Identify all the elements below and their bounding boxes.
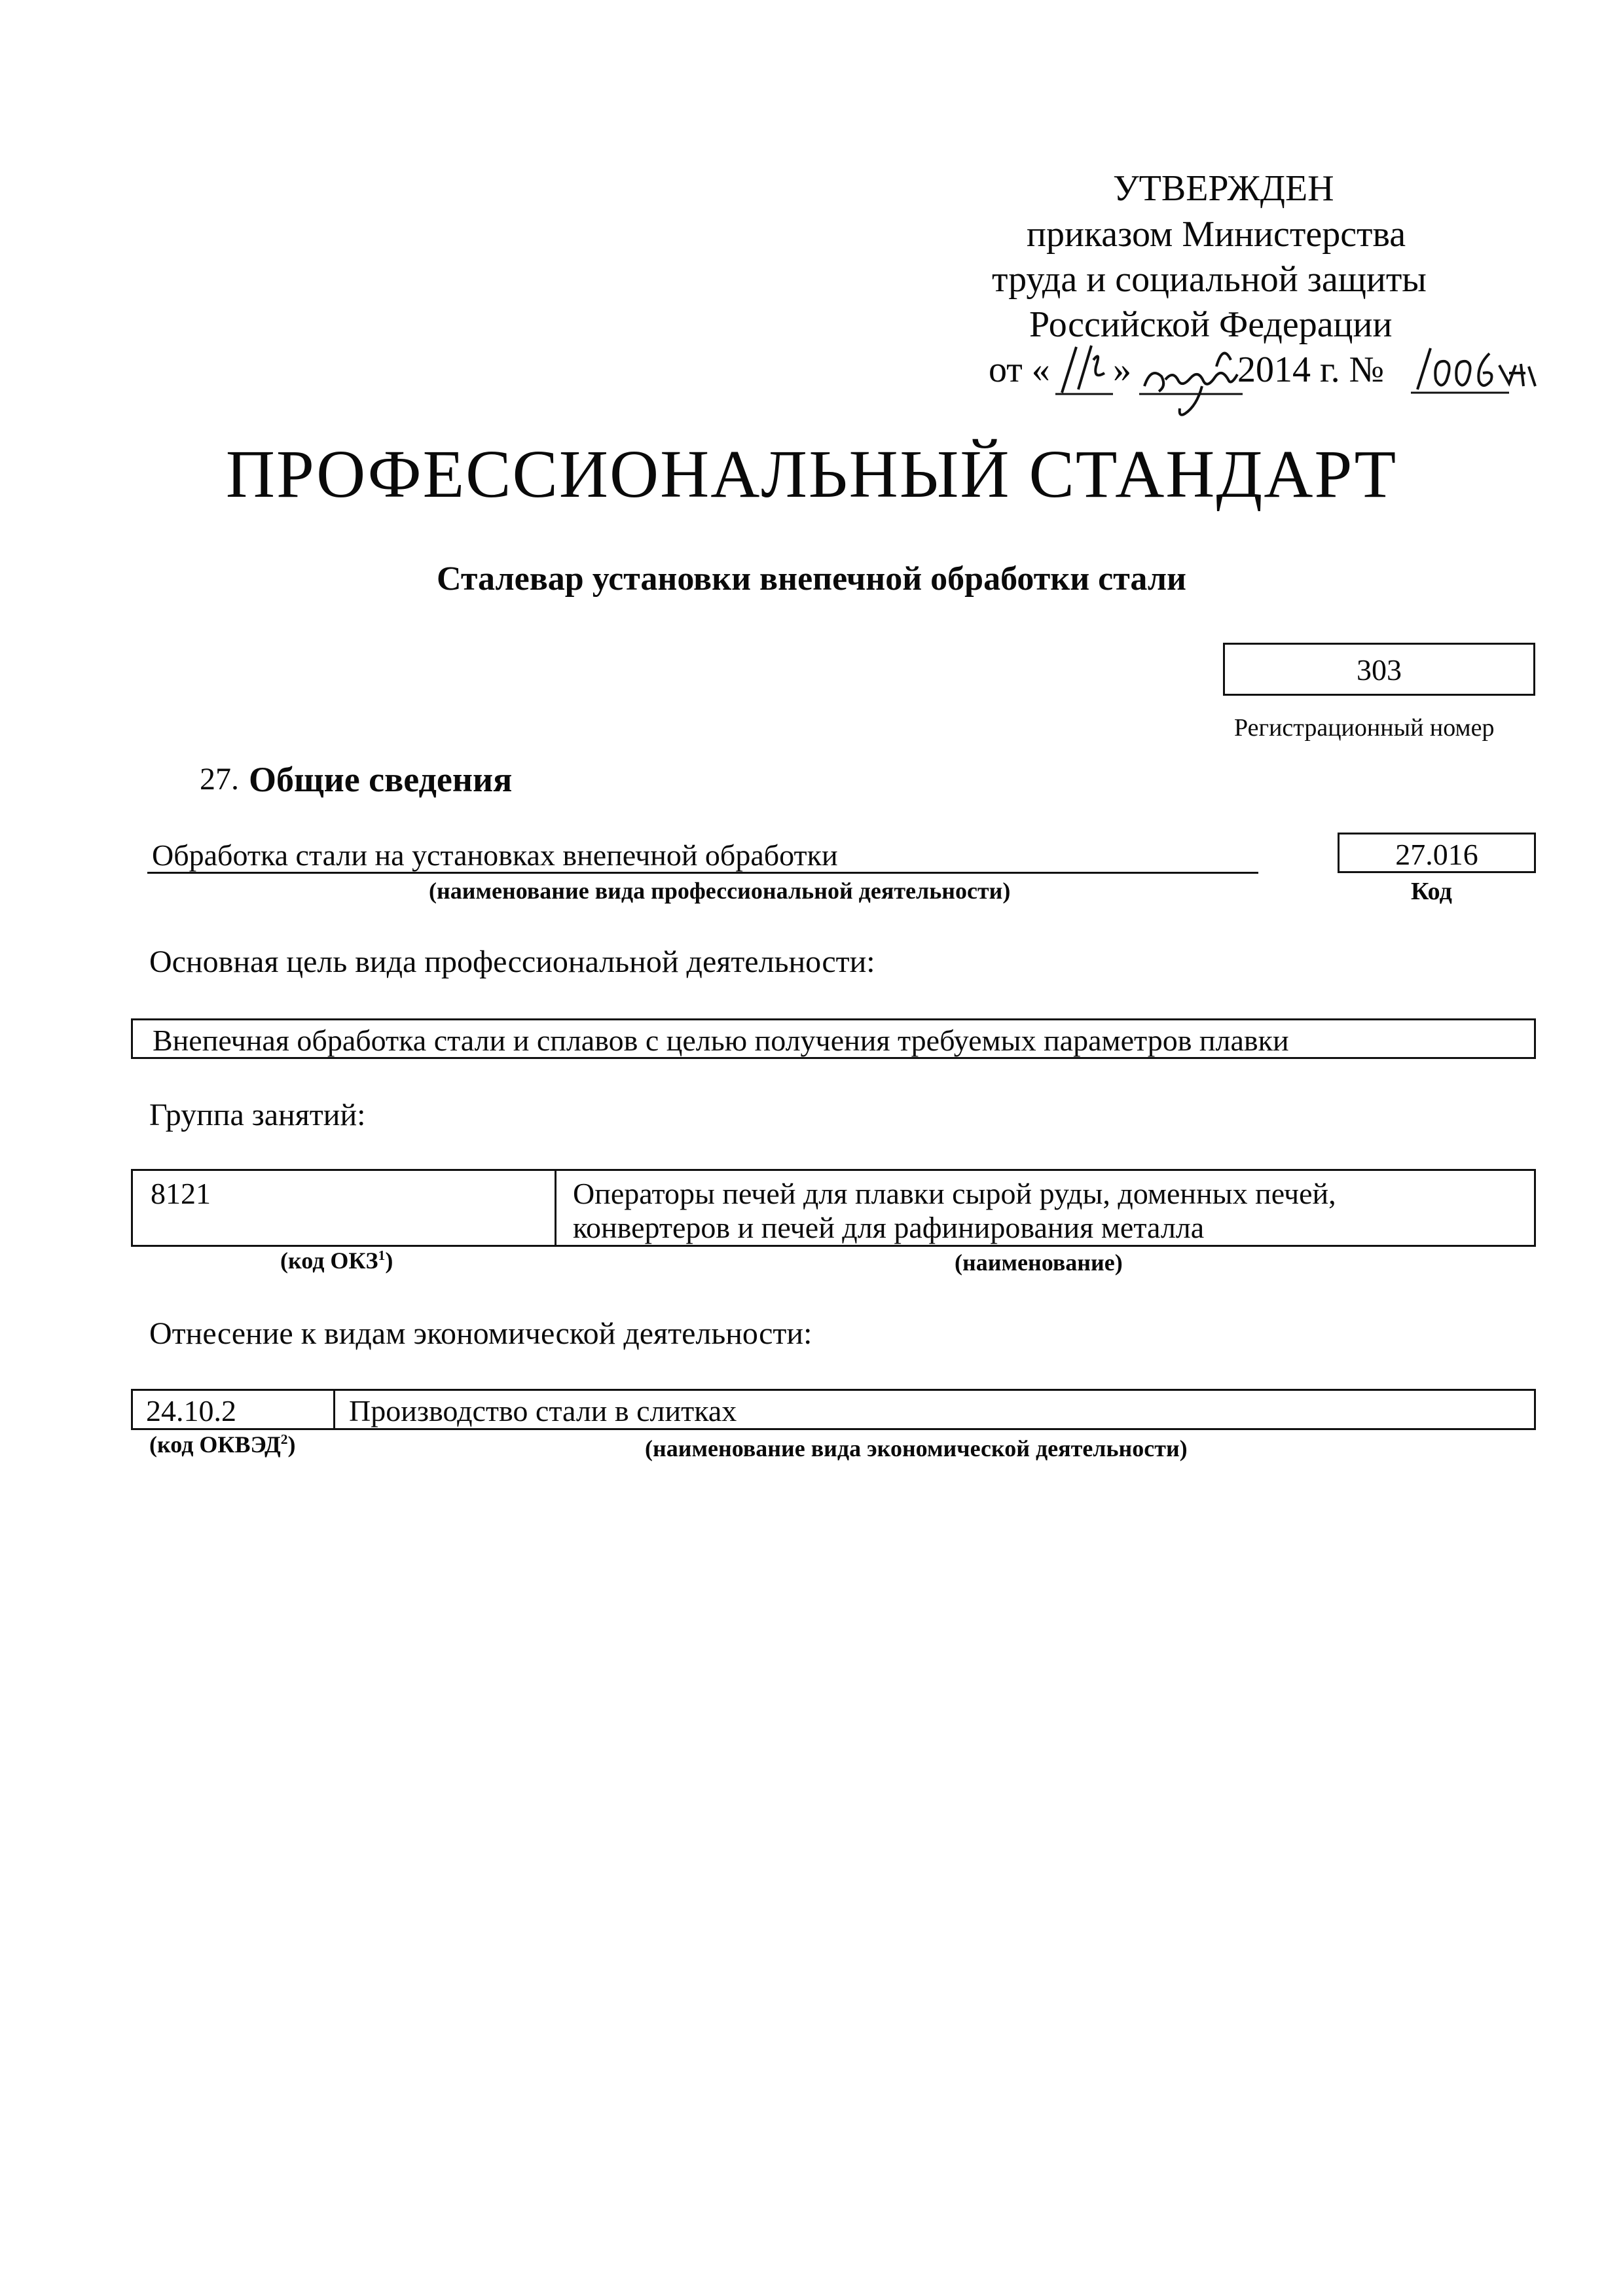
occupation-divider	[555, 1171, 556, 1245]
approval-line-1: УТВЕРЖДЕН	[1113, 168, 1334, 209]
section-heading: Общие сведения	[249, 760, 513, 799]
economic-activity-name-caption: (наименование вида экономической деятельности)	[645, 1435, 1188, 1462]
okved-code-caption-end: )	[287, 1431, 296, 1458]
occupation-name-line-2: конвертеров и печей для рафинирования металла	[573, 1211, 1205, 1244]
document-subtitle: Сталевар установки внепечной обработки стали	[436, 560, 1187, 598]
okz-code-caption	[280, 1247, 393, 1274]
activity-code-caption: Код	[1411, 878, 1452, 905]
occupation-group-table	[131, 1169, 1536, 1247]
okved-code-caption-text: (код ОКВЭД	[149, 1431, 281, 1458]
handwritten-order-number	[1411, 340, 1542, 399]
okz-code-caption-text: (код ОКЗ	[280, 1247, 378, 1274]
approval-date-prefix: от «	[989, 350, 1050, 390]
registration-number-box	[1223, 643, 1535, 696]
approval-line-3: труда и социальной защиты	[992, 259, 1427, 300]
occupation-name-caption: (наименование)	[955, 1249, 1123, 1276]
okved-footnote-mark: 2	[280, 1431, 288, 1447]
document-title: ПРОФЕССИОНАЛЬНЫЙ СТАНДАРТ	[225, 437, 1398, 512]
activity-name-caption: (наименование вида профессиональной деятельности)	[429, 878, 1011, 904]
activity-name-underline	[147, 872, 1258, 874]
activity-code: 27.016	[1395, 838, 1478, 871]
handwritten-month	[1139, 340, 1244, 419]
occupation-group-label: Группа занятий:	[149, 1098, 366, 1132]
approval-date-year: 2014 г. №	[1237, 350, 1385, 390]
economic-activity-label: Отнесение к видам экономической деятельности:	[149, 1316, 812, 1351]
economic-activity-table	[131, 1389, 1536, 1430]
activity-code-box	[1338, 833, 1536, 873]
okved-code-caption	[149, 1431, 296, 1458]
goal-text: Внепечная обработка стали и сплавов с целью получения требуемых параметров плавки	[153, 1024, 1289, 1057]
goal-label: Основная цель вида профессиональной деятельности:	[149, 944, 875, 979]
approval-line-2: приказом Министерства	[1027, 214, 1406, 255]
goal-box	[131, 1018, 1536, 1059]
registration-number-caption: Регистрационный номер	[1234, 714, 1495, 742]
approval-line-4: Российской Федерации	[1029, 304, 1393, 345]
approval-date-mid: »	[1113, 350, 1131, 390]
occupation-code: 8121	[151, 1177, 211, 1210]
activity-name: Обработка стали на установках внепечной обработки	[152, 838, 838, 872]
handwritten-day	[1055, 340, 1114, 399]
occupation-name-line-1: Операторы печей для плавки сырой руды, доменных печей,	[573, 1177, 1336, 1210]
okz-footnote-mark: 1	[378, 1247, 386, 1263]
section-number: 27.	[200, 762, 239, 797]
registration-number: 303	[1357, 653, 1402, 687]
okved-code: 24.10.2	[146, 1394, 236, 1427]
economic-activity-divider	[333, 1391, 335, 1428]
economic-activity-name: Производство стали в слитках	[349, 1394, 737, 1427]
okz-code-caption-end: )	[385, 1247, 393, 1274]
